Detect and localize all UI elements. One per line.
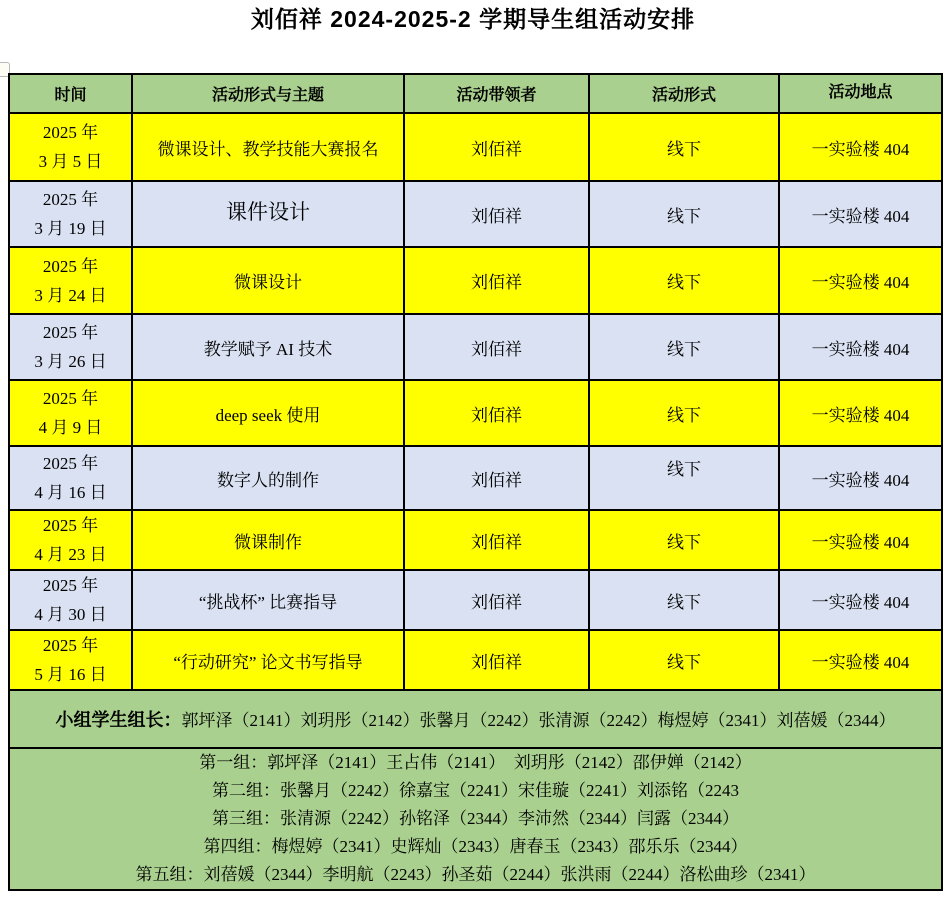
column-header: 活动带领者 xyxy=(404,74,589,113)
leader-cell: 刘佰祥 xyxy=(404,446,589,510)
group-line: 第五组：刘蓓媛（2344）李明航（2243）孙圣茹（2244）张洪雨（2244）洛松曲珍（2341） xyxy=(135,865,816,884)
table-row xyxy=(9,570,942,630)
date-cell xyxy=(9,510,132,570)
location-cell: 一实验楼 404 xyxy=(779,247,942,314)
leader-cell: 刘佰祥 xyxy=(404,380,589,446)
format-cell: 线下 xyxy=(589,181,779,247)
date-line-1: 2025 年 xyxy=(42,256,99,276)
topic-cell: “挑战杯” 比赛指导 xyxy=(132,570,404,630)
date-line-1: 2025 年 xyxy=(42,123,99,142)
date-line-1: 2025 年 xyxy=(42,389,99,408)
column-header: 活动地点 xyxy=(779,74,942,113)
topic-cell: 教学赋予 AI 技术 xyxy=(132,314,404,380)
date-cell xyxy=(9,314,132,380)
topic-cell: 课件设计 xyxy=(132,181,404,247)
date-cell xyxy=(9,247,132,314)
table-row xyxy=(9,510,942,570)
format-cell: 线下 xyxy=(589,570,779,630)
date-cell xyxy=(9,446,132,510)
location-cell: 一实验楼 404 xyxy=(779,446,942,510)
table-row xyxy=(9,446,942,510)
topic-cell: “行动研究” 论文书写指导 xyxy=(132,630,404,690)
date-line-2: 4 月 30 日 xyxy=(34,605,107,624)
leader-cell: 刘佰祥 xyxy=(404,570,589,630)
location-cell: 一实验楼 404 xyxy=(779,113,942,181)
date-cell xyxy=(9,113,132,181)
format-cell: 线下 xyxy=(589,510,779,570)
date-cell xyxy=(9,380,132,446)
date-line-2: 3 月 24 日 xyxy=(34,285,107,305)
format-cell: 线下 xyxy=(589,113,779,181)
format-cell: 线下 xyxy=(589,247,779,314)
schedule-body xyxy=(9,113,942,890)
table-row xyxy=(9,380,942,446)
format-cell: 线下 xyxy=(589,314,779,380)
groups-row xyxy=(9,748,942,890)
topic-cell: 微课设计、教学技能大赛报名 xyxy=(132,113,404,181)
leader-cell: 刘佰祥 xyxy=(404,181,589,247)
leader-cell: 刘佰祥 xyxy=(404,630,589,690)
date-cell xyxy=(9,570,132,630)
groups-cell xyxy=(9,748,942,890)
column-header: 活动形式与主题 xyxy=(132,74,404,113)
table-row xyxy=(9,314,942,380)
table-row xyxy=(9,113,942,181)
column-header: 活动形式 xyxy=(589,74,779,113)
group-leaders-row xyxy=(9,690,942,748)
table-row xyxy=(9,247,942,314)
date-line-2: 3 月 5 日 xyxy=(38,152,103,171)
date-line-1: 2025 年 xyxy=(42,636,99,655)
date-line-1: 2025 年 xyxy=(42,516,99,535)
topic-cell: 微课设计 xyxy=(132,247,404,314)
column-header: 时间 xyxy=(9,74,132,113)
date-line-1: 2025 年 xyxy=(42,454,99,473)
group-leaders-cell xyxy=(9,690,942,748)
group-line: 第四组：梅煜婷（2341）史辉灿（2343）唐春玉（2343）邵乐乐（2344） xyxy=(203,837,748,856)
location-cell: 一实验楼 404 xyxy=(779,380,942,446)
group-line: 第一组：郭坪泽（2141）王占伟（2141） 刘玥彤（2142）邵伊婵（2142） xyxy=(199,753,752,772)
leader-cell: 刘佰祥 xyxy=(404,247,589,314)
format-cell: 线下 xyxy=(589,446,779,510)
topic-cell: 微课制作 xyxy=(132,510,404,570)
format-cell: 线下 xyxy=(589,380,779,446)
date-line-1: 2025 年 xyxy=(42,190,99,209)
date-line-2: 4 月 9 日 xyxy=(38,418,103,437)
location-cell: 一实验楼 404 xyxy=(779,510,942,570)
leader-cell: 刘佰祥 xyxy=(404,113,589,181)
date-cell xyxy=(9,630,132,690)
schedule-table xyxy=(8,73,943,891)
date-line-2: 3 月 19 日 xyxy=(34,219,107,238)
group-line: 第三组：张清源（2242）孙铭泽（2344）李沛然（2344）闫露（2344） xyxy=(212,809,739,828)
date-line-2: 4 月 23 日 xyxy=(34,545,107,564)
date-line-2: 4 月 16 日 xyxy=(34,483,107,502)
date-cell xyxy=(9,181,132,247)
topic-cell: deep seek 使用 xyxy=(132,380,404,446)
group-leaders-label: 小组学生组长： xyxy=(55,710,182,730)
location-cell: 一实验楼 404 xyxy=(779,314,942,380)
date-line-1: 2025 年 xyxy=(42,323,99,342)
leader-cell: 刘佰祥 xyxy=(404,314,589,380)
date-line-2: 3 月 26 日 xyxy=(34,352,107,371)
location-cell: 一实验楼 404 xyxy=(779,181,942,247)
location-cell: 一实验楼 404 xyxy=(779,630,942,690)
format-cell: 线下 xyxy=(589,630,779,690)
topic-cell: 数字人的制作 xyxy=(132,446,404,510)
group-line: 第二组：张馨月（2242）徐嘉宝（2241）宋佳璇（2241）刘添铭（2243 xyxy=(212,781,739,800)
table-row xyxy=(9,630,942,690)
location-cell: 一实验楼 404 xyxy=(779,570,942,630)
page-title: 刘佰祥 2024-2025-2 学期导生组活动安排 xyxy=(250,6,696,32)
header-row xyxy=(9,74,942,113)
date-line-2: 5 月 16 日 xyxy=(34,665,107,684)
date-line-1: 2025 年 xyxy=(42,576,99,595)
table-row xyxy=(9,181,942,247)
group-leaders-names: 郭坪泽（2141）刘玥彤（2142）张馨月（2242）张清源（2242）梅煜婷（2341）刘蓓媛（2344） xyxy=(181,711,896,730)
leader-cell: 刘佰祥 xyxy=(404,510,589,570)
